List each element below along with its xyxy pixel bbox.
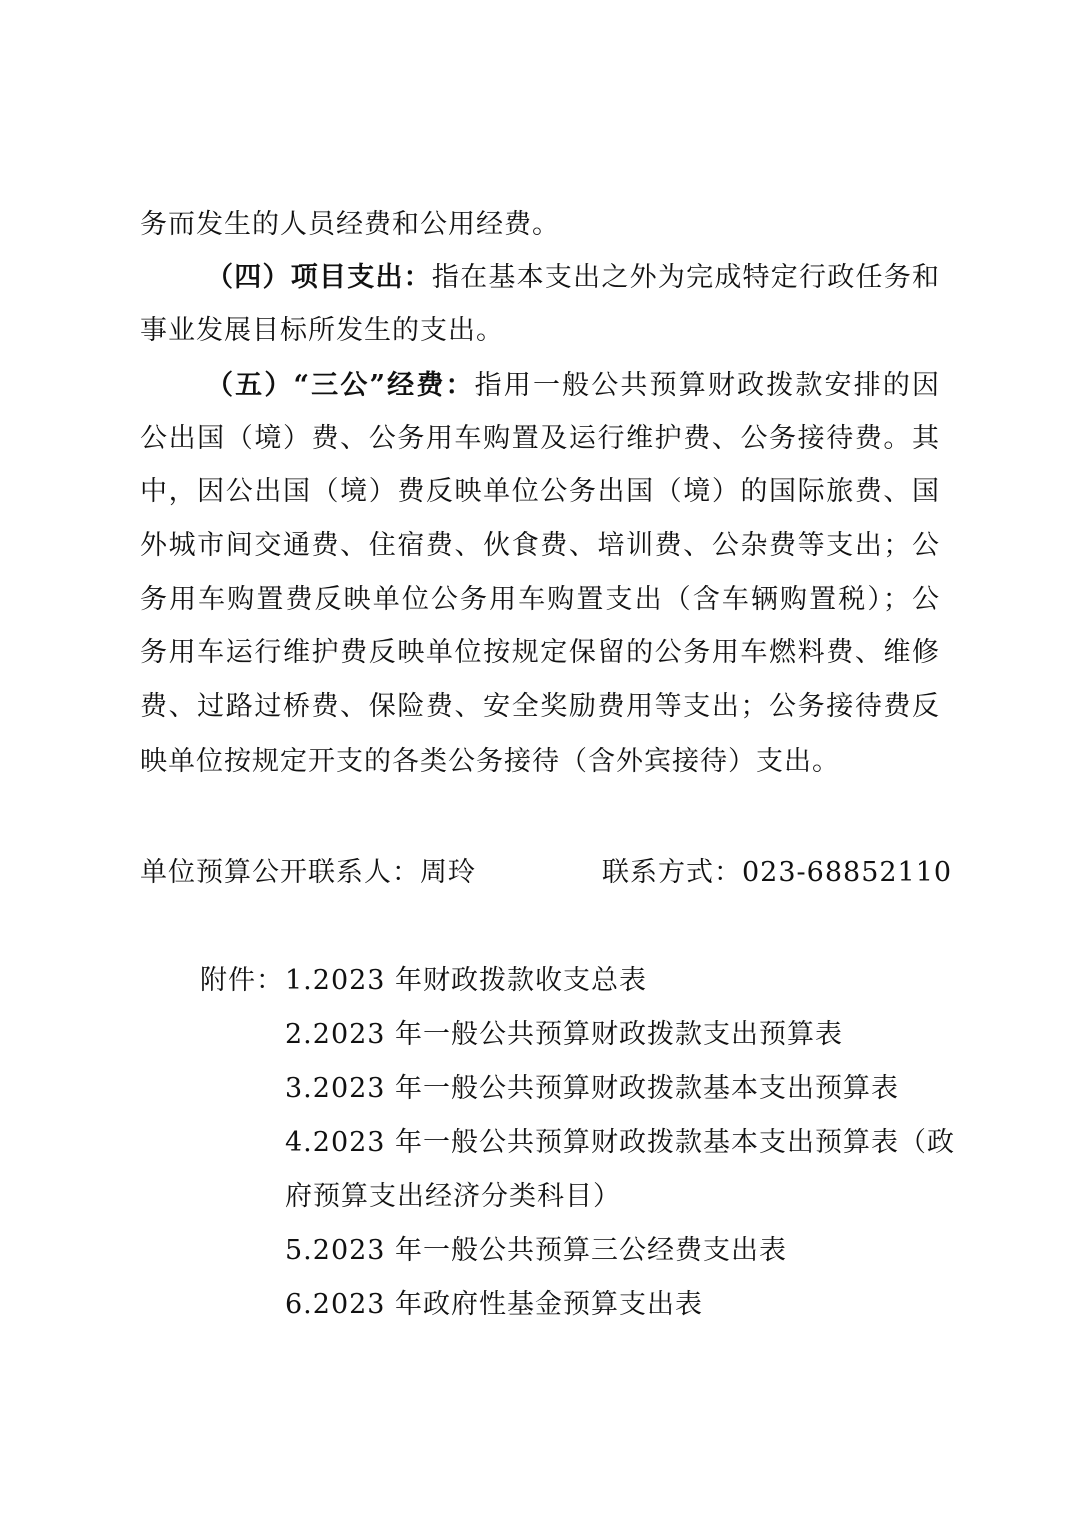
section-heading-three-public-funds: （五）“三公”经费： [206,370,475,401]
contact-person: 单位预算公开联系人：周玲 [140,857,476,888]
paragraph-line: 务而发生的人员经费和公用经费。 [140,209,560,240]
contact-line [140,853,953,893]
paragraph-line: 务用车运行维护费反映单位按规定保留的公务用车燃料费、维修 [140,637,940,668]
attachment-item: 4.2023 年一般公共预算财政拨款基本支出预算表（政 [285,1127,956,1158]
paragraph-line: 费、过路过桥费、保险费、安全奖励费用等支出；公务接待费反 [140,691,940,722]
contact-phone: 联系方式：023-68852110 [602,857,953,888]
attachments-label: 附件： [200,965,284,996]
paragraph-four-line [206,258,940,298]
paragraph-line: 公出国（境）费、公务用车购置及运行维护费、公务接待费。其 [140,423,940,454]
attachment-item-continuation: 府预算支出经济分类科目） [285,1181,621,1212]
attachment-item: 1.2023 年财政拨款收支总表 [285,965,648,996]
paragraph-line: 外城市间交通费、住宿费、伙食费、培训费、公杂费等支出；公 [140,530,940,561]
paragraph-line: 中，因公出国（境）费反映单位公务出国（境）的国际旅费、国 [140,476,940,507]
paragraph-line: 事业发展目标所发生的支出。 [140,315,504,346]
section-heading-project-expenditure: （四）项目支出： [206,262,432,293]
paragraph-line: 务用车购置费反映单位公务用车购置支出（含车辆购置税）；公 [140,584,940,615]
paragraph-text: 指在基本支出之外为完成特定行政任务和 [431,262,941,293]
attachment-item: 3.2023 年一般公共预算财政拨款基本支出预算表 [285,1073,900,1104]
attachment-item: 6.2023 年政府性基金预算支出表 [285,1289,704,1320]
document-page [140,0,956,1520]
attachment-item: 2.2023 年一般公共预算财政拨款支出预算表 [285,1019,844,1050]
paragraph-text: 指用一般公共预算财政拨款安排的因 [474,370,941,401]
attachment-item: 5.2023 年一般公共预算三公经费支出表 [285,1235,788,1266]
paragraph-five-line [206,366,940,406]
paragraph-line: 映单位按规定开支的各类公务接待（含外宾接待）支出。 [140,746,840,777]
